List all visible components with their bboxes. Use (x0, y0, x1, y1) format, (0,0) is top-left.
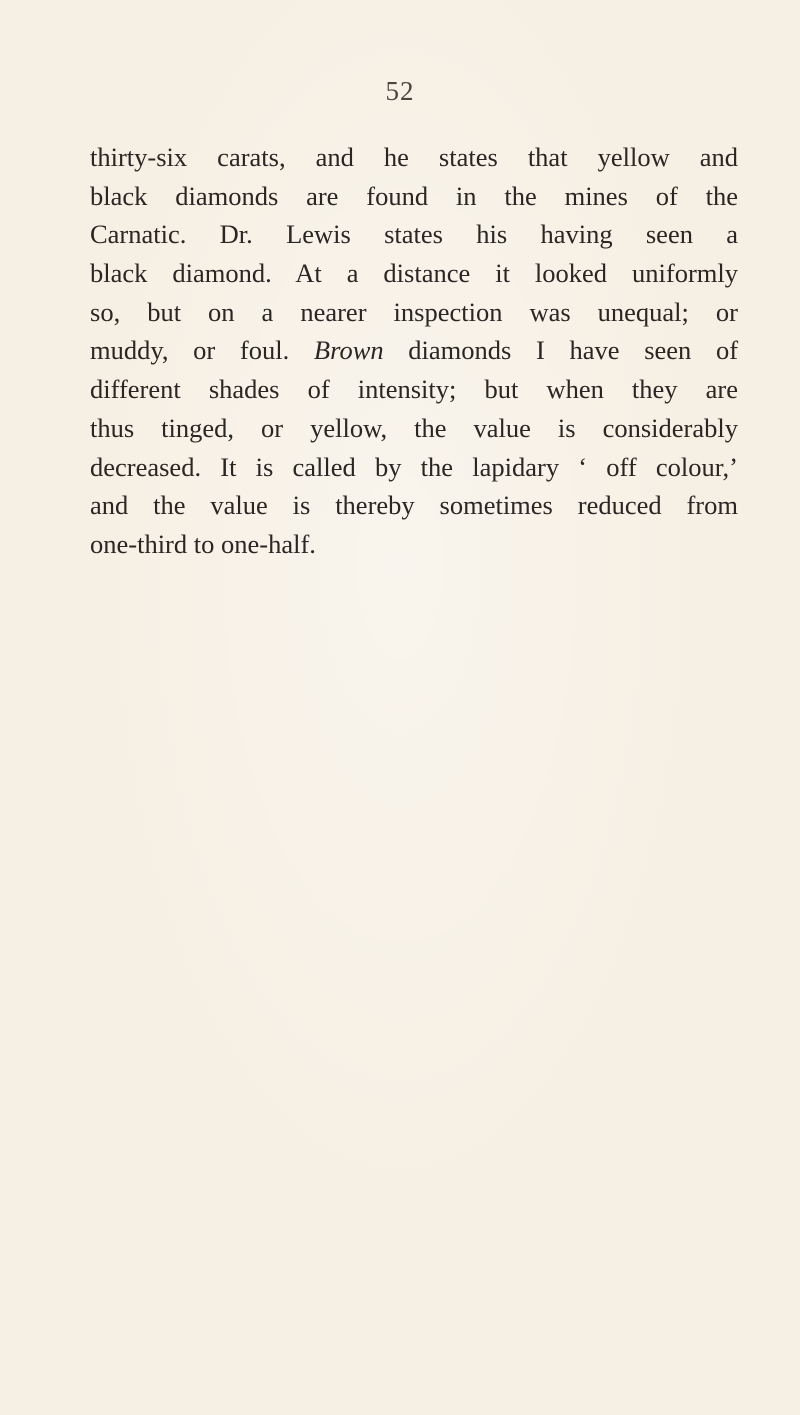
text-line-10: and the value is thereby sometimes reduced from (90, 490, 738, 521)
text-line-6-end: diamonds I have seen of (408, 335, 739, 366)
text-line-6 (90, 331, 738, 370)
text-line-8: thus tinged, or yellow, the value is considerably (90, 412, 738, 443)
text-line-3: Carnatic. Dr. Lewis states his having seen a (90, 219, 738, 250)
page-number: 52 (385, 76, 415, 106)
text-line-1: thirty-six carats, and he states that yellow and (90, 142, 738, 172)
text-line-5: so, but on a nearer inspection was unequal; or (90, 296, 738, 327)
body-text (90, 138, 738, 564)
text-line-2: black diamonds are found in the mines of the (90, 180, 738, 211)
text-line-6-start: muddy, or foul. (90, 335, 290, 366)
text-line-7: different shades of intensity; but when they are (90, 374, 738, 405)
italic-word-brown: Brown (313, 335, 384, 366)
text-line-9: decreased. It is called by the lapidary ‘ off colour,’ (90, 451, 738, 482)
text-line-4: black diamond. At a distance it looked uniformly (90, 258, 738, 289)
text-line-11: one-third to one-half. (90, 528, 316, 559)
